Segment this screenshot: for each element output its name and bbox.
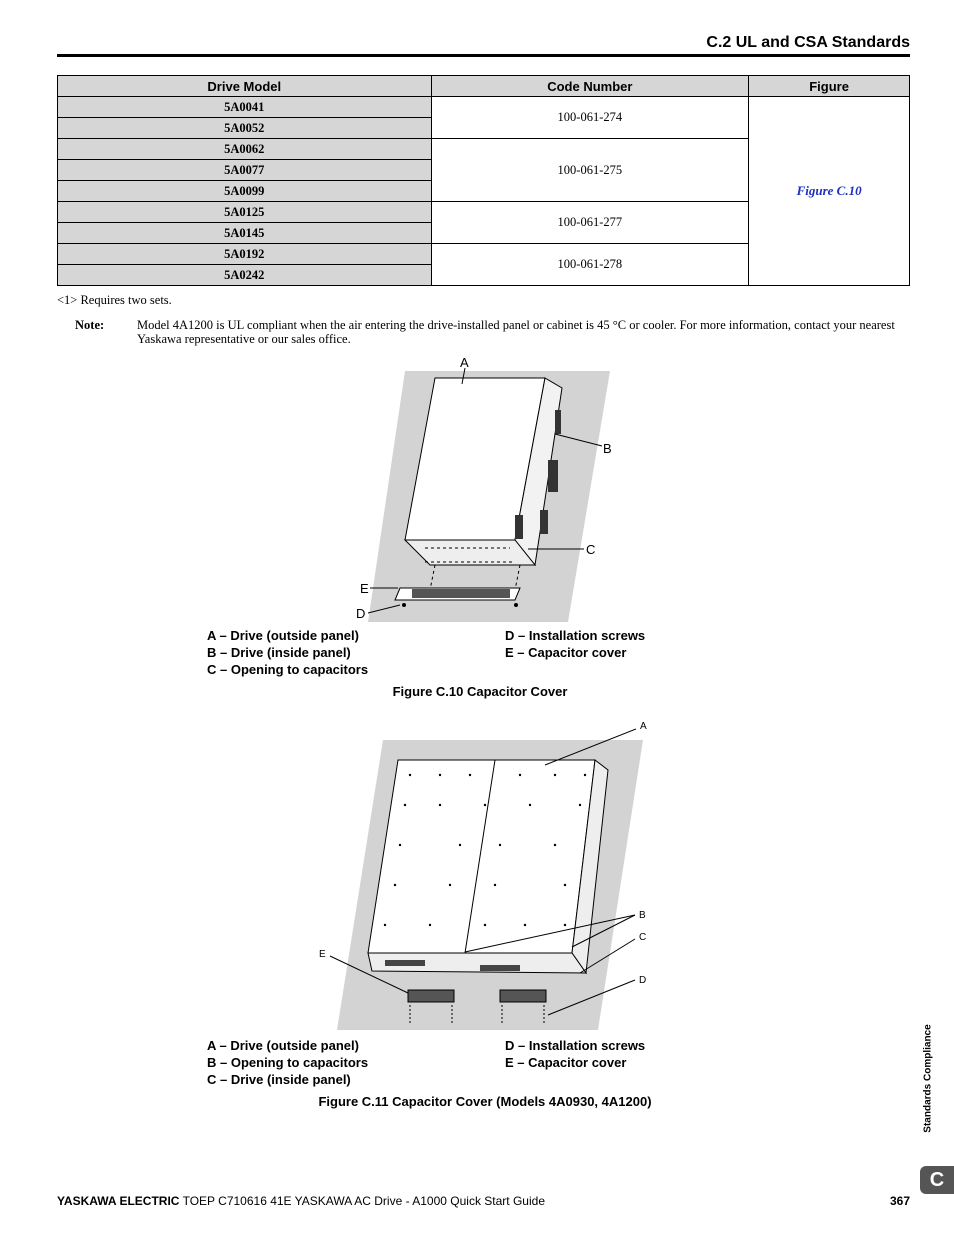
- drive-model-cell: 5A0099: [58, 181, 432, 202]
- drive-model-cell: 5A0062: [58, 139, 432, 160]
- figure-legend-left: [207, 1037, 368, 1088]
- legend-item: C – Opening to capacitors: [207, 662, 369, 677]
- side-tab: [918, 1018, 938, 1148]
- code-number-cell: 100-061-275: [431, 139, 749, 202]
- column-header-code-number: Code Number: [431, 76, 749, 97]
- callout-c-label: C: [586, 542, 596, 557]
- legend-item: E – Capacitor cover: [505, 1055, 627, 1070]
- legend-item: B – Opening to capacitors: [207, 1055, 369, 1070]
- large-drive-capacitor-cover-illustration: [310, 715, 670, 1035]
- footer-doc: TOEP C710616 41E YASKAWA AC Drive - A1000 Quick Start Guide: [179, 1194, 545, 1208]
- side-tab-label: Standards Compliance: [922, 1024, 934, 1133]
- note-label: Note:: [75, 318, 105, 332]
- drive-model-cell: 5A0242: [58, 265, 432, 286]
- figure-link[interactable]: Figure C.10: [749, 97, 910, 286]
- legend-item: D – Installation screws: [505, 1038, 646, 1053]
- figure-legend-right: [505, 627, 645, 661]
- legend-item: A – Drive (outside panel): [207, 628, 359, 643]
- page-number: 367: [889, 1194, 910, 1208]
- column-header-figure: Figure: [749, 76, 910, 97]
- callout-d-label: D: [639, 975, 647, 986]
- callout-a-label: A: [640, 721, 647, 732]
- figure-legend-right: [505, 1037, 645, 1071]
- capacitor-cover-illustration: [340, 350, 630, 630]
- callout-b-label: B: [639, 910, 646, 921]
- legend-item: E – Capacitor cover: [505, 645, 627, 660]
- legend-item: C – Drive (inside panel): [207, 1072, 351, 1087]
- callout-c-label: C: [639, 932, 647, 943]
- figure-legend-left: [207, 627, 368, 678]
- drive-model-cell: 5A0192: [58, 244, 432, 265]
- code-number-cell: 100-061-277: [431, 202, 749, 244]
- legend-item: D – Installation screws: [505, 628, 646, 643]
- callout-e-label: E: [360, 581, 369, 596]
- capacitor-cover-table: [57, 75, 910, 286]
- code-number-cell: 100-061-278: [431, 244, 749, 286]
- footnote: <1> Requires two sets.: [57, 293, 172, 307]
- drive-model-cell: 5A0052: [58, 118, 432, 139]
- column-header-drive-model: Drive Model: [58, 76, 432, 97]
- page-footer: [57, 1194, 910, 1208]
- drive-model-cell: 5A0145: [58, 223, 432, 244]
- header-rule: [57, 54, 910, 57]
- appendix-tab: C: [920, 1166, 954, 1194]
- figure-caption: Figure C.10 Capacitor Cover: [392, 684, 568, 699]
- drive-model-cell: 5A0125: [58, 202, 432, 223]
- legend-item: B – Drive (inside panel): [207, 645, 351, 660]
- drive-model-cell: 5A0041: [58, 97, 432, 118]
- callout-b-label: B: [603, 441, 612, 456]
- figure-caption: Figure C.11 Capacitor Cover (Models 4A0930, 4A1200): [318, 1094, 652, 1109]
- drive-model-cell: 5A0077: [58, 160, 432, 181]
- callout-d-label: D: [356, 606, 366, 621]
- footer-brand: YASKAWA ELECTRIC: [57, 1194, 180, 1208]
- code-number-cell: 100-061-274: [431, 97, 749, 139]
- section-title: C.2 UL and CSA Standards: [706, 34, 910, 51]
- callout-e-label: E: [319, 949, 326, 960]
- note-text: Model 4A1200 is UL compliant when the air entering the drive-installed panel or cabinet is 45 °C or cooler. For more information, contact your nearest Yaskawa representative or our sales office.: [137, 318, 895, 346]
- table-header-row: [58, 76, 910, 97]
- legend-item: A – Drive (outside panel): [207, 1038, 359, 1053]
- table-row: [58, 97, 910, 118]
- callout-a-label: A: [460, 355, 469, 370]
